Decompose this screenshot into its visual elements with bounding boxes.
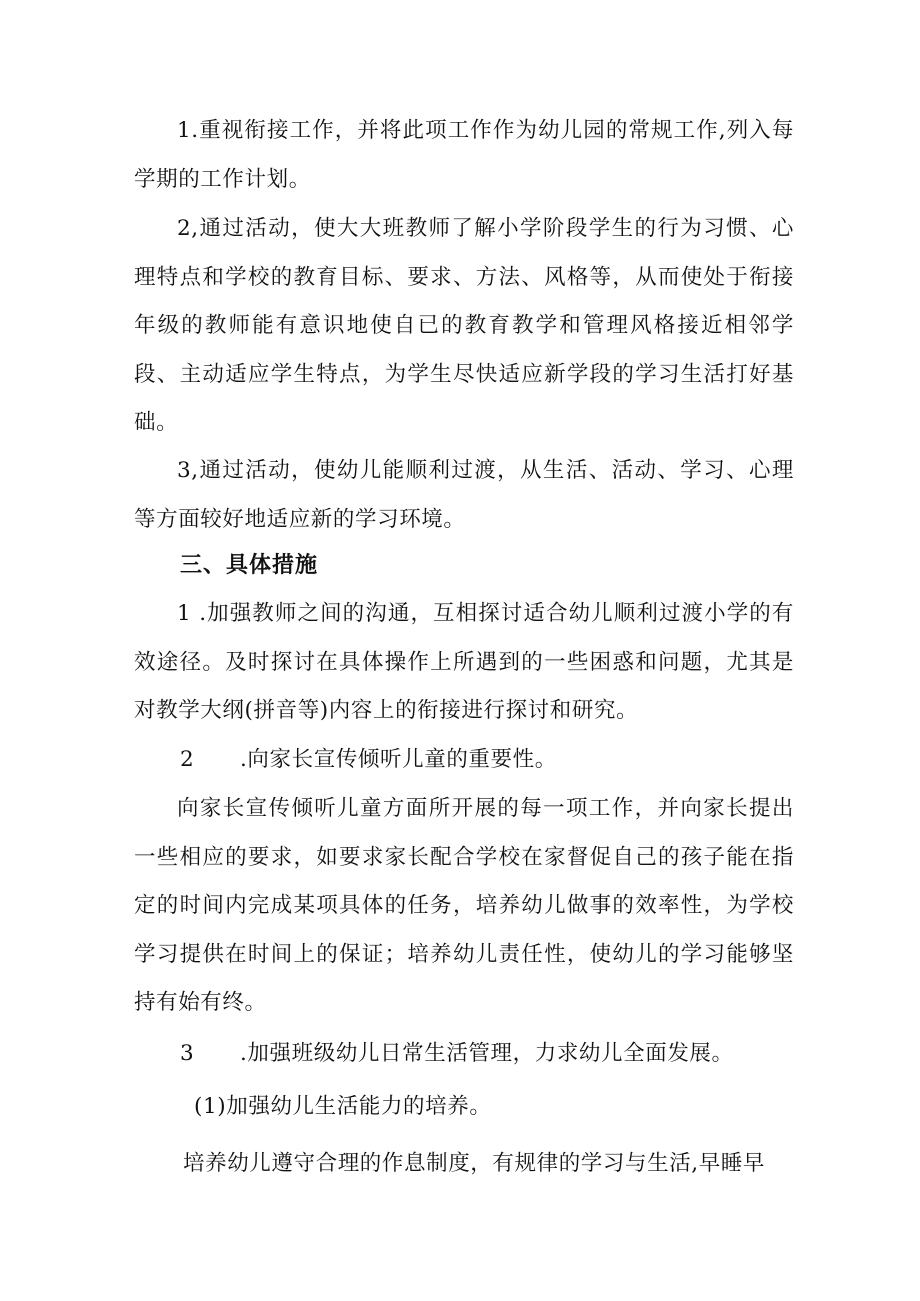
paragraph-parents: 向家长宣传倾听儿童方面所开展的每一项工作，并向家长提出一些相应的要求，如要求家长配合学校在家督促自己的孩子能在指定的时间内完成某项具体的任务，培养幼儿做事的效率性，为学校学习提供在时间上的保证；培养幼儿责任性，使幼儿的学习能够坚持有始有终。 (134, 796, 794, 1015)
paragraph-goal-3: 3,通过活动，使幼儿能顺利过渡，从生活、活动、学习、心理等方面较好地适应新的学习环境。 (134, 458, 794, 532)
paragraph-measure-1: 1 .加强教师之间的沟通，互相探讨适合幼儿顺利过渡小学的有效途径。及时探讨在具体操作上所遇到的一些困惑和问题，尤其是对教学大纲(拼音等)内容上的衔接进行探讨和研究。 (134, 601, 794, 723)
paragraph-goal-2: 2,通过活动，使大大班教师了解小学阶段学生的行为习惯、心理特点和学校的教育目标、要求、方法、风格等，从而使处于衔接年级的教师能有意识地使自已的教育教学和管理风格接近相邻学段、主动适应学生特点，为学生尽快适应新学段的学习生活打好基础。 (134, 216, 794, 435)
section-heading-measures: 三、具体措施 (180, 553, 319, 578)
sub-item-life-skills: (1)加强幼儿生活能力的培养。 (194, 1094, 492, 1119)
list-item-number: 2 (180, 747, 195, 772)
paragraph-routine: 培养幼儿遵守合理的作息制度，有规律的学习与生活,早睡早 (183, 1151, 766, 1176)
list-item-number: 3 (180, 1041, 195, 1066)
list-item-text: .向家长宣传倾听儿童的重要性。 (240, 747, 557, 772)
paragraph-goal-1: 1.重视衔接工作，并将此项工作作为幼儿园的常规工作,列入每学期的工作计划。 (134, 118, 794, 192)
list-item-text: .加强班级幼儿日常生活管理，力求幼儿全面发展。 (240, 1041, 734, 1066)
